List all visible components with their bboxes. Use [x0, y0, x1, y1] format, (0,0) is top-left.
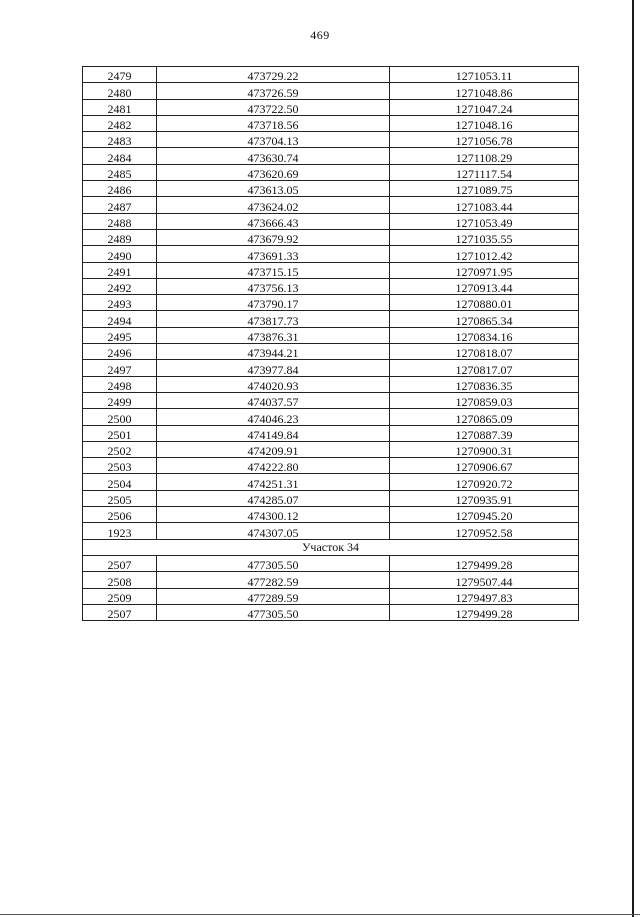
point-number-cell: 2497 — [83, 360, 157, 376]
x-coordinate-cell: 473726.59 — [157, 83, 390, 99]
y-coordinate-cell: 1270834.16 — [390, 327, 579, 343]
point-number-cell: 2501 — [83, 425, 157, 441]
table-row — [83, 229, 579, 245]
table-row — [83, 311, 579, 327]
y-coordinate-cell: 1279499.28 — [390, 604, 579, 620]
table-row — [83, 588, 579, 604]
y-coordinate-cell: 1279497.83 — [390, 588, 579, 604]
x-coordinate-cell: 474046.23 — [157, 409, 390, 425]
table-row — [83, 425, 579, 441]
table-row — [83, 458, 579, 474]
table-row — [83, 246, 579, 262]
x-coordinate-cell: 473613.05 — [157, 181, 390, 197]
y-coordinate-cell: 1271108.29 — [390, 148, 579, 164]
y-coordinate-cell: 1271012.42 — [390, 246, 579, 262]
point-number-cell: 2483 — [83, 132, 157, 148]
x-coordinate-cell: 477289.59 — [157, 588, 390, 604]
table-row — [83, 295, 579, 311]
table-row — [83, 181, 579, 197]
point-number-cell: 2509 — [83, 588, 157, 604]
point-number-cell: 2508 — [83, 572, 157, 588]
x-coordinate-cell: 473704.13 — [157, 132, 390, 148]
y-coordinate-cell: 1270817.07 — [390, 360, 579, 376]
point-number-cell: 2491 — [83, 262, 157, 278]
x-coordinate-cell: 473876.31 — [157, 327, 390, 343]
point-number-cell: 2507 — [83, 555, 157, 571]
x-coordinate-cell: 473722.50 — [157, 99, 390, 115]
point-number-cell: 2503 — [83, 458, 157, 474]
point-number-cell: 2488 — [83, 213, 157, 229]
x-coordinate-cell: 473679.92 — [157, 229, 390, 245]
x-coordinate-cell: 474209.91 — [157, 441, 390, 457]
point-number-cell: 2489 — [83, 229, 157, 245]
x-coordinate-cell: 474037.57 — [157, 392, 390, 408]
point-number-cell: 2500 — [83, 409, 157, 425]
x-coordinate-cell: 477305.50 — [157, 555, 390, 571]
x-coordinate-cell: 477282.59 — [157, 572, 390, 588]
point-number-cell: 2487 — [83, 197, 157, 213]
x-coordinate-cell: 473944.21 — [157, 344, 390, 360]
table-row — [83, 164, 579, 180]
table-row — [83, 490, 579, 506]
table-row — [83, 376, 579, 392]
x-coordinate-cell: 474149.84 — [157, 425, 390, 441]
table-row — [83, 132, 579, 148]
coordinates-table-body — [83, 67, 579, 621]
y-coordinate-cell: 1271117.54 — [390, 164, 579, 180]
point-number-cell: 1923 — [83, 523, 157, 539]
scan-bottom-line — [0, 914, 640, 915]
y-coordinate-cell: 1270945.20 — [390, 507, 579, 523]
point-number-cell: 2482 — [83, 115, 157, 131]
table-row — [83, 115, 579, 131]
y-coordinate-cell: 1271056.78 — [390, 132, 579, 148]
table-row — [83, 197, 579, 213]
y-coordinate-cell: 1271053.49 — [390, 213, 579, 229]
table-row — [83, 360, 579, 376]
table-row — [83, 262, 579, 278]
y-coordinate-cell: 1271048.16 — [390, 115, 579, 131]
table-row — [83, 523, 579, 539]
table-row — [83, 604, 579, 620]
table-row — [83, 392, 579, 408]
x-coordinate-cell: 474285.07 — [157, 490, 390, 506]
y-coordinate-cell: 1270900.31 — [390, 441, 579, 457]
x-coordinate-cell: 474222.80 — [157, 458, 390, 474]
point-number-cell: 2480 — [83, 83, 157, 99]
point-number-cell: 2490 — [83, 246, 157, 262]
x-coordinate-cell: 473756.13 — [157, 278, 390, 294]
point-number-cell: 2495 — [83, 327, 157, 343]
coordinates-table — [82, 66, 579, 621]
y-coordinate-cell: 1270880.01 — [390, 295, 579, 311]
y-coordinate-cell: 1279507.44 — [390, 572, 579, 588]
y-coordinate-cell: 1270906.67 — [390, 458, 579, 474]
y-coordinate-cell: 1270952.58 — [390, 523, 579, 539]
table-row — [83, 148, 579, 164]
y-coordinate-cell: 1270865.09 — [390, 409, 579, 425]
point-number-cell: 2486 — [83, 181, 157, 197]
section-label: Участок 34 — [83, 539, 579, 555]
y-coordinate-cell: 1279499.28 — [390, 555, 579, 571]
y-coordinate-cell: 1271089.75 — [390, 181, 579, 197]
y-coordinate-cell: 1271035.55 — [390, 229, 579, 245]
table-row — [83, 213, 579, 229]
y-coordinate-cell: 1271048.86 — [390, 83, 579, 99]
x-coordinate-cell: 474300.12 — [157, 507, 390, 523]
x-coordinate-cell: 473977.84 — [157, 360, 390, 376]
point-number-cell: 2505 — [83, 490, 157, 506]
x-coordinate-cell: 473691.33 — [157, 246, 390, 262]
point-number-cell: 2504 — [83, 474, 157, 490]
table-row — [83, 344, 579, 360]
point-number-cell: 2492 — [83, 278, 157, 294]
point-number-cell: 2502 — [83, 441, 157, 457]
x-coordinate-cell: 473715.15 — [157, 262, 390, 278]
x-coordinate-cell: 473729.22 — [157, 67, 390, 83]
table-row — [83, 441, 579, 457]
point-number-cell: 2496 — [83, 344, 157, 360]
x-coordinate-cell: 474020.93 — [157, 376, 390, 392]
y-coordinate-cell: 1271047.24 — [390, 99, 579, 115]
page-number: 469 — [310, 28, 330, 42]
point-number-cell: 2484 — [83, 148, 157, 164]
table-row — [83, 327, 579, 343]
table-row — [83, 83, 579, 99]
table-row — [83, 507, 579, 523]
y-coordinate-cell: 1270865.34 — [390, 311, 579, 327]
y-coordinate-cell: 1270887.39 — [390, 425, 579, 441]
x-coordinate-cell: 474307.05 — [157, 523, 390, 539]
y-coordinate-cell: 1270859.03 — [390, 392, 579, 408]
x-coordinate-cell: 477305.50 — [157, 604, 390, 620]
table-row — [83, 409, 579, 425]
point-number-cell: 2506 — [83, 507, 157, 523]
y-coordinate-cell: 1270920.72 — [390, 474, 579, 490]
y-coordinate-cell: 1270836.35 — [390, 376, 579, 392]
x-coordinate-cell: 473620.69 — [157, 164, 390, 180]
table-row — [83, 67, 579, 83]
table-row — [83, 278, 579, 294]
y-coordinate-cell: 1270913.44 — [390, 278, 579, 294]
x-coordinate-cell: 473790.17 — [157, 295, 390, 311]
section-row — [83, 539, 579, 555]
point-number-cell: 2499 — [83, 392, 157, 408]
x-coordinate-cell: 474251.31 — [157, 474, 390, 490]
scan-edge-line — [632, 0, 634, 917]
point-number-cell: 2507 — [83, 604, 157, 620]
point-number-cell: 2485 — [83, 164, 157, 180]
table-row — [83, 555, 579, 571]
x-coordinate-cell: 473666.43 — [157, 213, 390, 229]
y-coordinate-cell: 1271083.44 — [390, 197, 579, 213]
point-number-cell: 2479 — [83, 67, 157, 83]
point-number-cell: 2493 — [83, 295, 157, 311]
x-coordinate-cell: 473718.56 — [157, 115, 390, 131]
x-coordinate-cell: 473630.74 — [157, 148, 390, 164]
table-row — [83, 99, 579, 115]
point-number-cell: 2481 — [83, 99, 157, 115]
y-coordinate-cell: 1270935.91 — [390, 490, 579, 506]
y-coordinate-cell: 1270818.07 — [390, 344, 579, 360]
y-coordinate-cell: 1270971.95 — [390, 262, 579, 278]
x-coordinate-cell: 473817.73 — [157, 311, 390, 327]
point-number-cell: 2494 — [83, 311, 157, 327]
table-row — [83, 474, 579, 490]
table-row — [83, 572, 579, 588]
point-number-cell: 2498 — [83, 376, 157, 392]
y-coordinate-cell: 1271053.11 — [390, 67, 579, 83]
x-coordinate-cell: 473624.02 — [157, 197, 390, 213]
